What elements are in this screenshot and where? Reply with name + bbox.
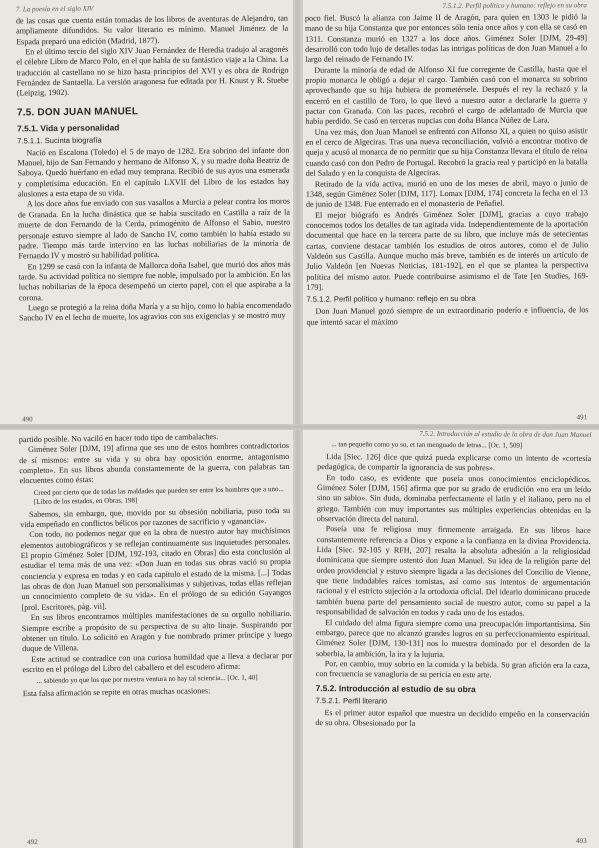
running-header: 7.5.2. Introducción al estudio de la obra de don Juan Manuel (419, 429, 592, 439)
paragraph: Nació en Escalona (Toledo) el 5 de mayo de 1282. Era sobrino del infante don Manuel, hijo de San Fernando y hermano de Alfonso X, y su madre doña Beatriz de Saboya. Quedó huérfano en edad muy temprana. Recibió de sus ayos una esmerada y completísima educación. En el capítulo LXVII del Libro de los estados hay alusiones a esta etapa de su vida. (17, 145, 290, 199)
paragraph: poco fiel. Buscó la alianza con Jaime II de Aragón, para quien en 1303 le pidió la mano de su hija Constanza que por entonces sólo tenía once años y con ella se casó en 1311. Constanza murió en 1327 a los doce años. Giménez Soler [DJM, 29-49] desarrolló con todo lujo de detalles todas las intrigas políticas de don Juan Manuel a lo largo del reinado de Fernando IV. (304, 12, 588, 65)
page-fold (0, 424, 599, 430)
subsection-heading: 7.5.2. Introducción al estudio de su obra (315, 682, 476, 694)
paragraph: Lida [Siec. 126] dice que quizá pueda explicarse como un intento de «cortesía pedagógica, de compartir la ignorancia de sus pobres». (317, 452, 592, 473)
paragraph: Durante la minoría de edad de Alfonso XI fue corregente de Castilla, hasta que el propio monarca le obligó a dejar el cargo. También casó con el monarca su sobrino aprovechando que su hija hubiera de prometérsele. Después el rey la rechazó y la encerró en el castillo de Toro, lo que llevó a nuestro autor a declararle la guerra y pactar con Granada. Con las paces, recobró el cargo de adelantado de Murcia que había perdido. Se casó en terceras nupcias con doña Blanca Núñez de Lara. (305, 63, 588, 127)
paragraph: Sabemos, sin embargo, que, movido por su obsesión nobiliaria, puso toda su vida empeñado en conflictos bélicos por razones de sacrificio y «ganancia». (20, 505, 291, 530)
page-number: 491 (576, 413, 588, 422)
paragraph: Poseía una fe religiosa muy firmemente arraigada. En sus libros hace constantemente referencia a Dios y expone a la confianza en la divina Providencia. Lida [Siec. 92-105 y RFH, 207] resalta la absoluta adhesión a la religiosidad dominicana que siempre ostentó don Juan Manuel. Su idea de la religión parte del orden providencial y estuvo siempre ligada a las decisiones del Concilio de Vienne, que tiene indudables raíces tomistas, así como sus intentos de argumentación racional y el estricto sujeción a la ortodoxia oficial. Del ideario dominicano procede también buena parte del pensamiento social de nuestro autor, como su papel a la responsabilidad de salvación en todos y cada uno de los estados. (316, 524, 591, 618)
paragraph: Don Juan Manuel gozó siempre de un extraordinario poderío e influencia, de los que intentó sacar el máximo (306, 305, 589, 327)
paragraph: de las cosas que cuenta están tomadas de los libros de aventuras de Alejandro, tan ampliamente difundidos. Su valor literario es mínimo. Manuel Jiménez de la Espada preparó una edición (Madrid, 1877). (15, 13, 289, 47)
running-header: 7. La poesía en el siglo XIV (15, 4, 94, 14)
subsubsection-heading: 7.5.1.1. Sucinta biografía (17, 135, 102, 146)
page-number: 493 (576, 836, 587, 845)
paragraph: Retirado de la vida activa, murió en uno de los meses de abril, mayo o junio de 1348, según Giménez Soler [DJM, 117]. Lomax [DJM, 174] concreta la fecha en el 13 de junio de 1348. Fue enterrado en el monasterio de Peñafiel. (305, 177, 588, 209)
subsubsection-heading: 7.5.2.1. Perfil literario (315, 695, 388, 706)
paragraph: Es el primer autor español que muestra un decidido empeño en la conservación de su obra. Obsesionado por la (315, 707, 590, 728)
block-quote: ... sabiendo yo que los que por nuestra ventura no hay tal sciencia... [Oc. 1, 40] (36, 673, 258, 686)
paragraph: A los doce años fue enviado con sus vasallos a Murcia a pelear contra los moros de Granada. En la lucha dinástica que se había suscitado en Castilla a raíz de la muerte de don Fernando de la Cerda, primogénito de Alfonso el Sabio, nuestro personaje estuvo siempre al lado de Sancho IV, como también lo había estado su padre. Tiempo más tarde intervino en las luchas nobiliarias de la minoría de Fernando IV y mostró su habilidad política. (17, 197, 291, 261)
paragraph: Por, en cambio, muy sobrio en la comida y la bebida. Su gran afición era la caza, con frecuencia se vanagloria de su pericia en este arte. (315, 658, 590, 680)
paragraph: Esta falsa afirmación se repite en otras muchas ocasiones: (22, 686, 211, 699)
page-number: 490 (22, 415, 33, 424)
page-number: 492 (27, 837, 38, 847)
page-bottom-left (19, 428, 295, 846)
paragraph: Este actitud se contradice con una curiosa humildad que a lleva a declarar por escrito en el prólogo del Libro del caballero et del escudero afirma: (22, 650, 293, 674)
page-top-right (305, 1, 589, 422)
paragraph: Luego se protegió a la reina doña María y a su hijo, como lo había encomendado Sancho IV en el lecho de muerte, los agravios con sus exigencias y se mostró muy (19, 300, 292, 323)
subsubsection-heading: 7.5.1.2. Perfil político y humano: reflejo en su obra (306, 294, 476, 305)
page-bottom-right (315, 429, 592, 845)
block-quote: ... tan pequeño como yo so, et tan menguado de letras... [Oc. 1, 509] (331, 440, 523, 450)
section-heading: 7.5. DON JUAN MANUEL (16, 105, 139, 119)
paragraph: partido posible. No vaciló en hacer todo tipo de cambalaches. (18, 432, 219, 445)
block-quote: Creed por cierto que de todas las maldades que pueden ser entre los hombres que a uno...[Libro de los estados, en Obras, 198] (33, 484, 284, 506)
subsection-heading: 7.5.1. Vida y personalidad (17, 122, 120, 134)
running-header: 7.5.1.2. Perfil político y humano: reflejo en su obra (442, 1, 587, 11)
paragraph: El mejor biógrafo es Andrés Giménez Soler [DJM], gracias a cuyo trabajo conocemos todos los detalles de tan agitada vida. Independientemente de la aportación documental que hace en la tercera parte de su libro, que incluye más de setecientas cartas, conviene destacar también los estudios de otros autores, como el de Julio Valdeón sus Castilla. Aunque mucho más breve, también es de interés un artículo de Julio Valdeón [en Nuevas Noticias, 181-192], en el que se plantea la perspectiva política del mismo autor. Puede contribuirse asimismo el de Tate [en Studies, 169-179]. (306, 208, 589, 292)
paragraph: En el último tercio del siglo XIV Juan Fernández de Heredia tradujo al aragonés el célebre Libro de Marco Polo, en el que habla de su fantástico viaje a la China. La traducción al castellano no se hizo hasta principios del XVI y es obra de Rodrigo Fernández de Santaella. La versión aragonesa fue editada por H. Knust y R. Stuebe (Leipzig, 1902). (16, 44, 289, 98)
paragraph: Giménez Soler [DJM, 19] afirma que ses uno de estos hombres contradictorios de sí mismos: entre su vida y su obra hay oposición enorme, antagonismo completo». En sus libros abunda constantemente de la guerra, con palabras tan elocuentes como éstas: (19, 441, 290, 486)
paragraph: En todo caso, es evidente que poseía unos conocimientos enciclopédicos. Giménez Soler [DJM, 156] afirma que por su grado de erudición «no era un leído sino un sabio». Sin duda, dominaba perfectamente el latín y el italiano, pero no el griego. También con muy importantes sus múltiples experiencias obtenidas en la observación directa del natural. (316, 472, 592, 524)
page-top-left (16, 3, 292, 424)
paragraph: Una vez más, don Juan Manuel se enfrentó con Alfonso XI, a quien no quiso asistir en el cerco de Algeciras. Tras una nueva reconciliación, volvió a encontrar motivo de queja y acusó al monarca de no permitir que su hija Constanza llevara el título de reina cuando casó con don Pedro de Portugal. Recobró la gracia real y participó en la batalla del Salado y en la conquista de Algeciras. (305, 126, 588, 178)
paragraph: En sus libros encontramos múltiples manifestaciones de su orgullo nobiliario. Siempre escribe a propósito de su perspectiva de su alto linaje. Suspirando por obtener un título. Lo solicitó en Aragón y fue nombrado primer príncipe y luego duque de Villena. (21, 609, 293, 654)
paragraph: El cuidado del alma figura siempre como una preocupación importantísima. Sin embargo, parece que no alcanzó grandes logros en su perfeccionamiento espiritual. Giménez Soler [DJM, 130-131] nos lo muestra dominado por el desorden de la soberbia, la ambición, la ira y la lujuria. (315, 617, 591, 659)
paragraph: Con todo, no podemos negar que en la obra de nuestro autor hay muchísimos elementos autobiográficos y se reflejan continuamente sus inquietudes personales. El propio Giménez Soler [DJM, 192-193, citado en Obras] dio esta conclusión al estudiar el tema más de una vez: «Don Juan en todas sus obras vació su propia conciencia y expresa en todas y en cada capítulo el estado de la misma. [...] Todas las obras de don Juan Manuel son personalísimas y subjetivas, todas ellas reflejan un conocimiento completo de su vida». En el prólogo de su edición Gayangos [prol. Escritores, pág. vii]. (20, 526, 292, 612)
paragraph: En 1299 se casó con la infanta de Mallorca doña Isabel, que murió dos años más tarde. Su actividad política no siempre fue noble, impulsado por la ambición. En las luchas nobiliarias de la época desempeñó un cierto papel, con el que aspiraba a la corona. (18, 259, 291, 302)
